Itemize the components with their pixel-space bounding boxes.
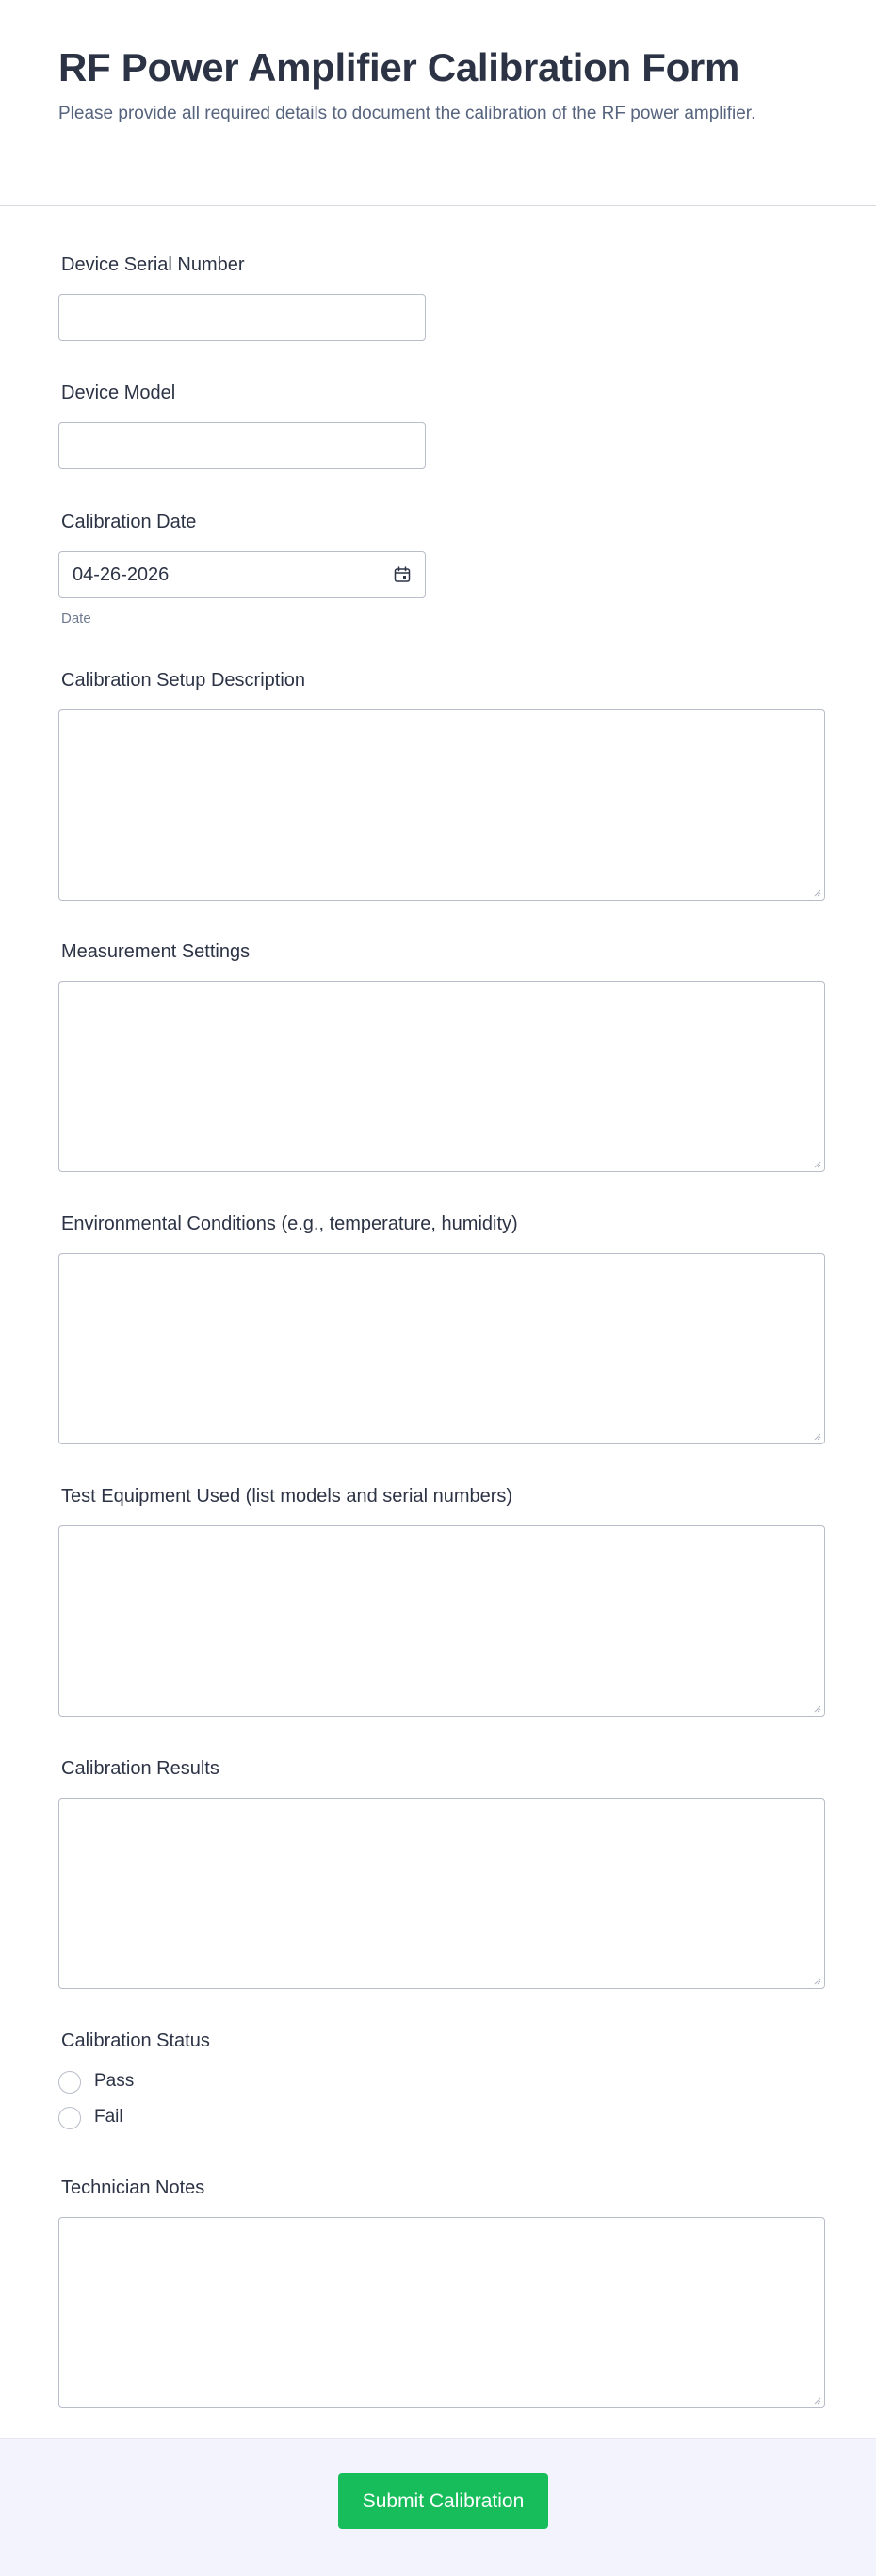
fail-radio[interactable] — [58, 2107, 81, 2129]
environmental-conditions-label: Environmental Conditions (e.g., temperature, humidity) — [61, 1214, 518, 1234]
calendar-icon[interactable] — [393, 565, 412, 584]
device-model-label: Device Model — [61, 383, 176, 403]
submit-calibration-button[interactable]: Submit Calibration — [338, 2473, 548, 2529]
resize-grip-icon[interactable] — [812, 1704, 821, 1713]
device-model-input[interactable] — [58, 422, 426, 469]
calibration-date-label: Calibration Date — [61, 512, 197, 532]
setup-description-label: Calibration Setup Description — [61, 670, 306, 691]
resize-grip-icon[interactable] — [812, 1159, 821, 1168]
technician-notes-textarea[interactable] — [58, 2217, 825, 2408]
calibration-results-textarea[interactable] — [58, 1798, 825, 1989]
calibration-status-label: Calibration Status — [61, 2030, 210, 2051]
fail-radio-label[interactable]: Fail — [94, 2107, 123, 2127]
measurement-settings-textarea[interactable] — [58, 981, 825, 1172]
pass-radio[interactable] — [58, 2071, 81, 2094]
measurement-settings-label: Measurement Settings — [61, 941, 251, 962]
page-title: RF Power Amplifier Calibration Form — [58, 45, 740, 90]
technician-notes-label: Technician Notes — [61, 2177, 205, 2198]
calibration-results-label: Calibration Results — [61, 1758, 219, 1779]
form-header — [0, 0, 876, 206]
page-subtitle: Please provide all required details to document the calibration of the RF power amplifier. — [58, 104, 756, 123]
test-equipment-textarea[interactable] — [58, 1525, 825, 1717]
resize-grip-icon[interactable] — [812, 2395, 821, 2405]
resize-grip-icon[interactable] — [812, 1431, 821, 1441]
calibration-date-input[interactable] — [58, 551, 426, 598]
test-equipment-label: Test Equipment Used (list models and serial numbers) — [61, 1486, 513, 1507]
calibration-date-sublabel: Date — [61, 611, 91, 627]
resize-grip-icon[interactable] — [812, 888, 821, 897]
calibration-date-value: 04-26-2026 — [73, 564, 170, 585]
environmental-conditions-textarea[interactable] — [58, 1253, 825, 1444]
pass-radio-label[interactable]: Pass — [94, 2071, 135, 2091]
serial-number-input[interactable] — [58, 294, 426, 341]
serial-number-label: Device Serial Number — [61, 254, 245, 275]
resize-grip-icon[interactable] — [812, 1976, 821, 1985]
setup-description-textarea[interactable] — [58, 709, 825, 901]
